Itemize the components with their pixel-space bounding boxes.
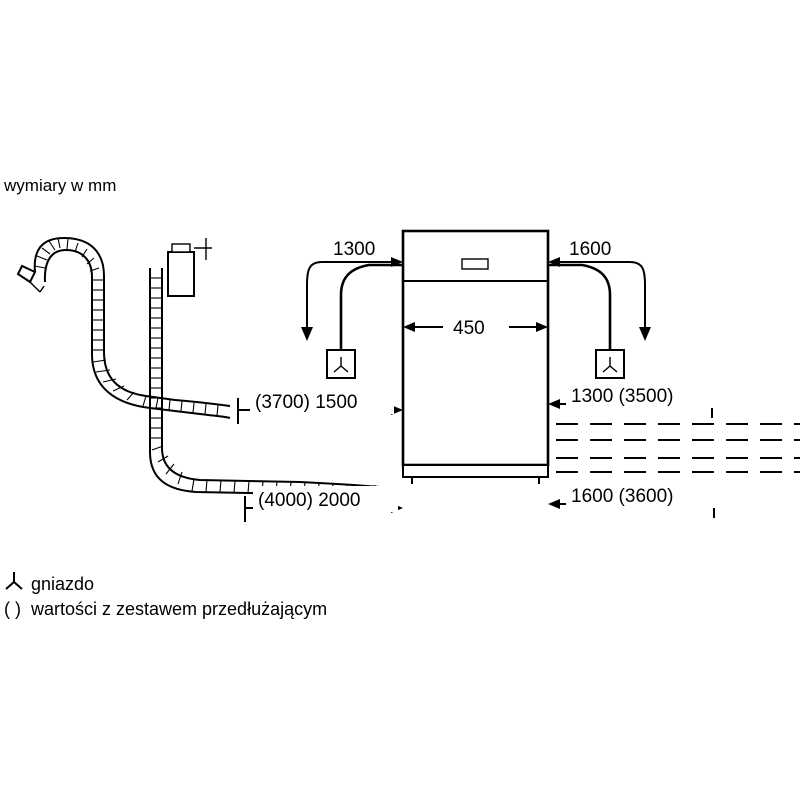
dim-bottom-right — [548, 482, 718, 518]
dim-top-right-label: 1600 — [569, 239, 612, 260]
dim-appliance-width-label: 450 — [453, 318, 485, 339]
legend-paren-open: ( — [4, 599, 10, 619]
socket-icon-right — [596, 350, 624, 378]
dim-mid-left-label: (3700) 1500 — [255, 392, 358, 413]
supply-lines-right — [556, 424, 800, 472]
dim-mid-right-label: 1300 (3500) — [571, 386, 674, 407]
legend-extension-row — [4, 599, 327, 619]
socket-icon-left — [327, 350, 355, 378]
dishwasher-front-icon — [403, 231, 548, 484]
aquastop-connector-icon — [168, 238, 212, 296]
socket-icon-legend — [6, 572, 22, 589]
legend-socket-row — [6, 572, 94, 594]
dim-top-left — [301, 239, 403, 352]
legend-paren-close: ) — [15, 599, 21, 619]
flexible-hose-icon-upper — [18, 238, 230, 418]
flexible-hose-icon-lower — [150, 268, 392, 500]
units-note: wymiary w mm — [4, 176, 117, 195]
dim-top-left-label: 1300 — [333, 239, 376, 260]
legend-socket-label: gniazdo — [31, 574, 95, 594]
legend-extension-label: wartości z zestawem przedłużającym — [31, 599, 328, 619]
dim-bottom-left-label: (4000) 2000 — [258, 490, 361, 511]
dim-top-right — [548, 239, 651, 352]
dim-bottom-left — [245, 486, 403, 522]
dim-mid-left — [238, 388, 403, 424]
dim-mid-right — [548, 382, 716, 418]
dim-bottom-right-label: 1600 (3600) — [571, 486, 674, 507]
